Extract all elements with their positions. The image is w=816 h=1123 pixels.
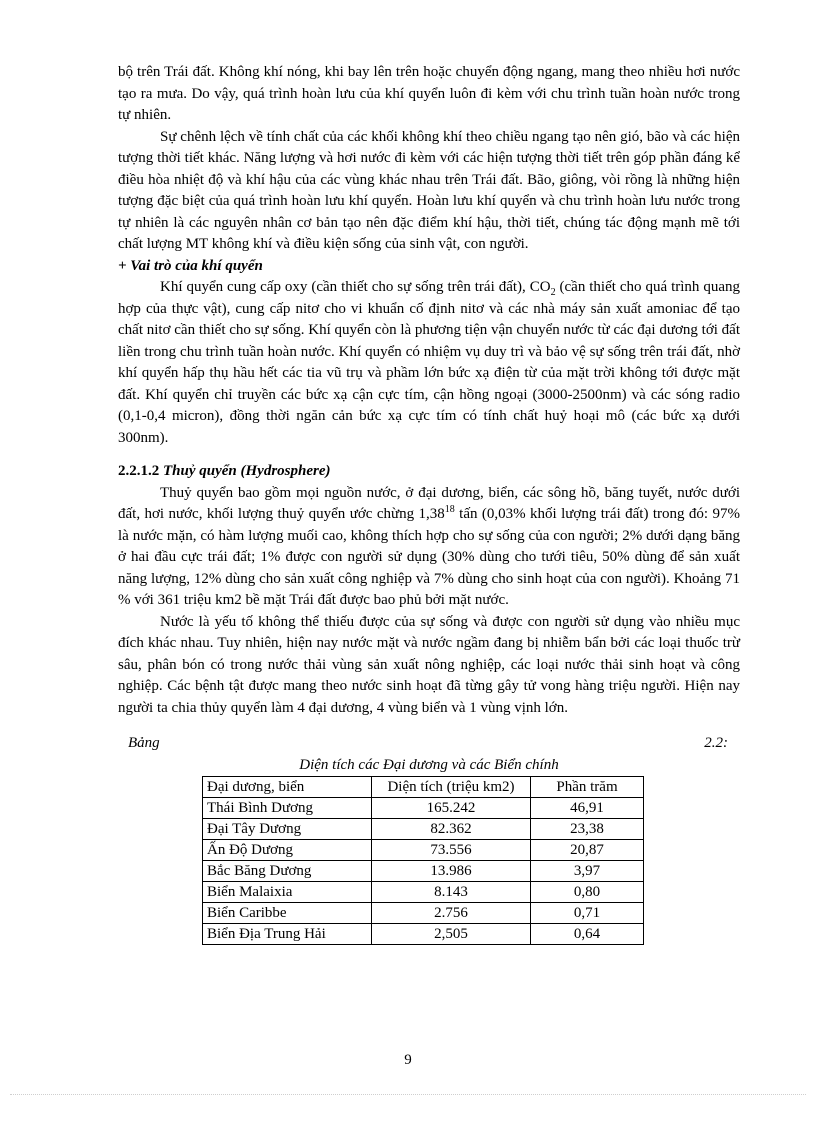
ocean-area-table xyxy=(202,776,644,945)
table-caption-title: Diện tích các Đại dương và các Biển chính xyxy=(299,756,559,773)
paragraph-top-2: Sự chênh lệch về tính chất của các khối không khí theo chiều ngang tạo nên gió, bão và các hiện tượng thời tiết khác. Năng lượng và hơi nước đi kèm với các hiện tượng thời tiết trên góp phần đáng kể điều hòa nhiệt độ và khí hậu của các vùng khác nhau trên Trái đất. Bão, giông, vòi rồng là những hiện tượng đặc biệt của quá trình hoàn lưu khí quyển. Hoàn lưu khí quyển và chu trình hoàn lưu nước trong tự nhiên là các nguyên nhân cơ bản tạo nên đặc điểm khí hậu, thời tiết, chúng tác động mạnh mẽ tới chất lượng MT không khí và điều kiện sống của sinh vật, con người. xyxy=(118,128,740,252)
footer-divider xyxy=(10,1094,806,1095)
cell-percent: 46,91 xyxy=(531,798,644,819)
cell-area: 13.986 xyxy=(372,861,531,882)
hydro-paragraph-2: Nước là yếu tố không thể thiếu được của sự sống và được con người sử dụng vào nhiều mục đích khác nhau. Tuy nhiên, hiện nay nước mặt và nước ngầm đang bị nhiễm bẩn bởi các loại thuốc trừ sâu, phân bón có trong nước thải vùng sản xuất nông nghiệp, các loại nước thải sinh hoạt và công nghiệp. Các bệnh tật được mang theo nước sinh hoạt đã từng gây tử vong hàng triệu người. Hiện nay người ta chia thủy quyển làm 4 đại dương, 4 vùng biển và 1 vùng vịnh lớn. xyxy=(118,613,740,716)
co2-subscript: 2 xyxy=(550,287,556,298)
section-number: 2.2.1.2 xyxy=(118,463,160,479)
cell-area: 2,505 xyxy=(372,924,531,945)
table-caption-word: Bảng xyxy=(128,735,160,751)
role-text-part2: (cần thiết cho quá trình quang hợp của thực vật), cung cấp nitơ cho vi khuẩn cố định nitơ và các nhà máy sản xuất amoniac để tạo chất nitơ cần thiết cho sự sống. Khí quyển còn là phương tiện vận chuyển nước từ các đại dương tới đất liền trong chu trình tuần hoàn nước. Khí quyển có nhiệm vụ duy trì và bảo vệ sự sống trên trái đất, nhờ khí quyển hấp thụ hầu hết các tia vũ trụ và phầm lớn bức xạ điện từ của mặt trời không tới được mặt đất. Khí quyển chỉ truyền các bức xạ cận cực tím, cận hồng ngoại (3000-2500nm) và các sóng radio (0,1-0,4 micron), đồng thời ngăn cản bức xạ cực tím có tính chất huỷ hoại mô (các bức xạ dưới 300nm). xyxy=(118,279,741,446)
header-ocean: Đại dương, biển xyxy=(203,777,372,798)
section-title: Thuỷ quyển xyxy=(163,463,237,479)
hydro-paragraph-1 xyxy=(118,483,740,612)
cell-area: 82.362 xyxy=(372,819,531,840)
table-caption-number: 2.2: xyxy=(704,735,728,751)
section-subtitle: (Hydrosphere) xyxy=(240,463,331,479)
table-row xyxy=(203,903,644,924)
table-row xyxy=(203,924,644,945)
role-heading: + Vai trò của khí quyển xyxy=(118,257,263,274)
section-heading xyxy=(118,461,740,483)
table-header-row xyxy=(203,777,644,798)
document-page xyxy=(118,62,740,945)
cell-area: 165.242 xyxy=(372,798,531,819)
cell-name: Ấn Độ Dương xyxy=(203,840,372,861)
table-row xyxy=(203,819,644,840)
cell-area: 2.756 xyxy=(372,903,531,924)
table-row xyxy=(203,882,644,903)
cell-name: Biển Caribbe xyxy=(203,903,372,924)
table-row xyxy=(203,840,644,861)
cell-percent: 0,71 xyxy=(531,903,644,924)
cell-percent: 3,97 xyxy=(531,861,644,882)
page-number: 9 xyxy=(404,1052,412,1068)
mass-superscript: 18 xyxy=(444,504,455,515)
cell-name: Đại Tây Dương xyxy=(203,819,372,840)
cell-name: Bắc Băng Dương xyxy=(203,861,372,882)
cell-name: Biển Malaixia xyxy=(203,882,372,903)
hydro-text-part1: Thuỷ quyển bao gồm mọi nguồn nước, ở đại dương, biển, các sông hồ, băng tuyết, nước dưới đất, hơi nước, khối lượng thuỷ quyển ước chừng 1,38 xyxy=(118,484,740,522)
table-caption-row xyxy=(118,733,740,755)
cell-percent: 0,64 xyxy=(531,924,644,945)
cell-name: Thái Bình Dương xyxy=(203,798,372,819)
cell-percent: 0,80 xyxy=(531,882,644,903)
role-paragraph xyxy=(118,277,740,449)
cell-percent: 23,38 xyxy=(531,819,644,840)
header-area: Diện tích (triệu km2) xyxy=(372,777,531,798)
hydro-text-part2: tấn (0,03% khối lượng trái đất) trong đó: 97% là nước mặn, có hàm lượng muối cao, không thích hợp cho sự sống của con người; 2% dưới dạng băng ở hai đầu cực trái đất; 1% được con người sử dụng (30% dùng cho tưới tiêu, 50% dùng để sản xuất năng lượng, 12% dùng cho sản xuất công nghiệp và 7% dùng cho sinh hoạt của con người). Khoảng 71 % với 361 triệu km2 bề mặt Trái đất được bao phủ bởi mặt nước. xyxy=(118,506,740,608)
header-percent: Phần trăm xyxy=(531,777,644,798)
table-row xyxy=(203,861,644,882)
cell-name: Biển Địa Trung Hải xyxy=(203,924,372,945)
cell-area: 73.556 xyxy=(372,840,531,861)
role-text-part1: Khí quyển cung cấp oxy (cần thiết cho sự sống trên trái đất), CO xyxy=(160,279,551,295)
paragraph-top-1: bộ trên Trái đất. Không khí nóng, khi bay lên trên hoặc chuyển động ngang, mang theo nhiều hơi nước tạo ra mưa. Do vậy, quá trình hoàn lưu của khí quyển luôn đi kèm với chu trình tuần hoàn nước trong tự nhiên. xyxy=(118,64,740,123)
cell-area: 8.143 xyxy=(372,882,531,903)
cell-percent: 20,87 xyxy=(531,840,644,861)
table-row xyxy=(203,798,644,819)
